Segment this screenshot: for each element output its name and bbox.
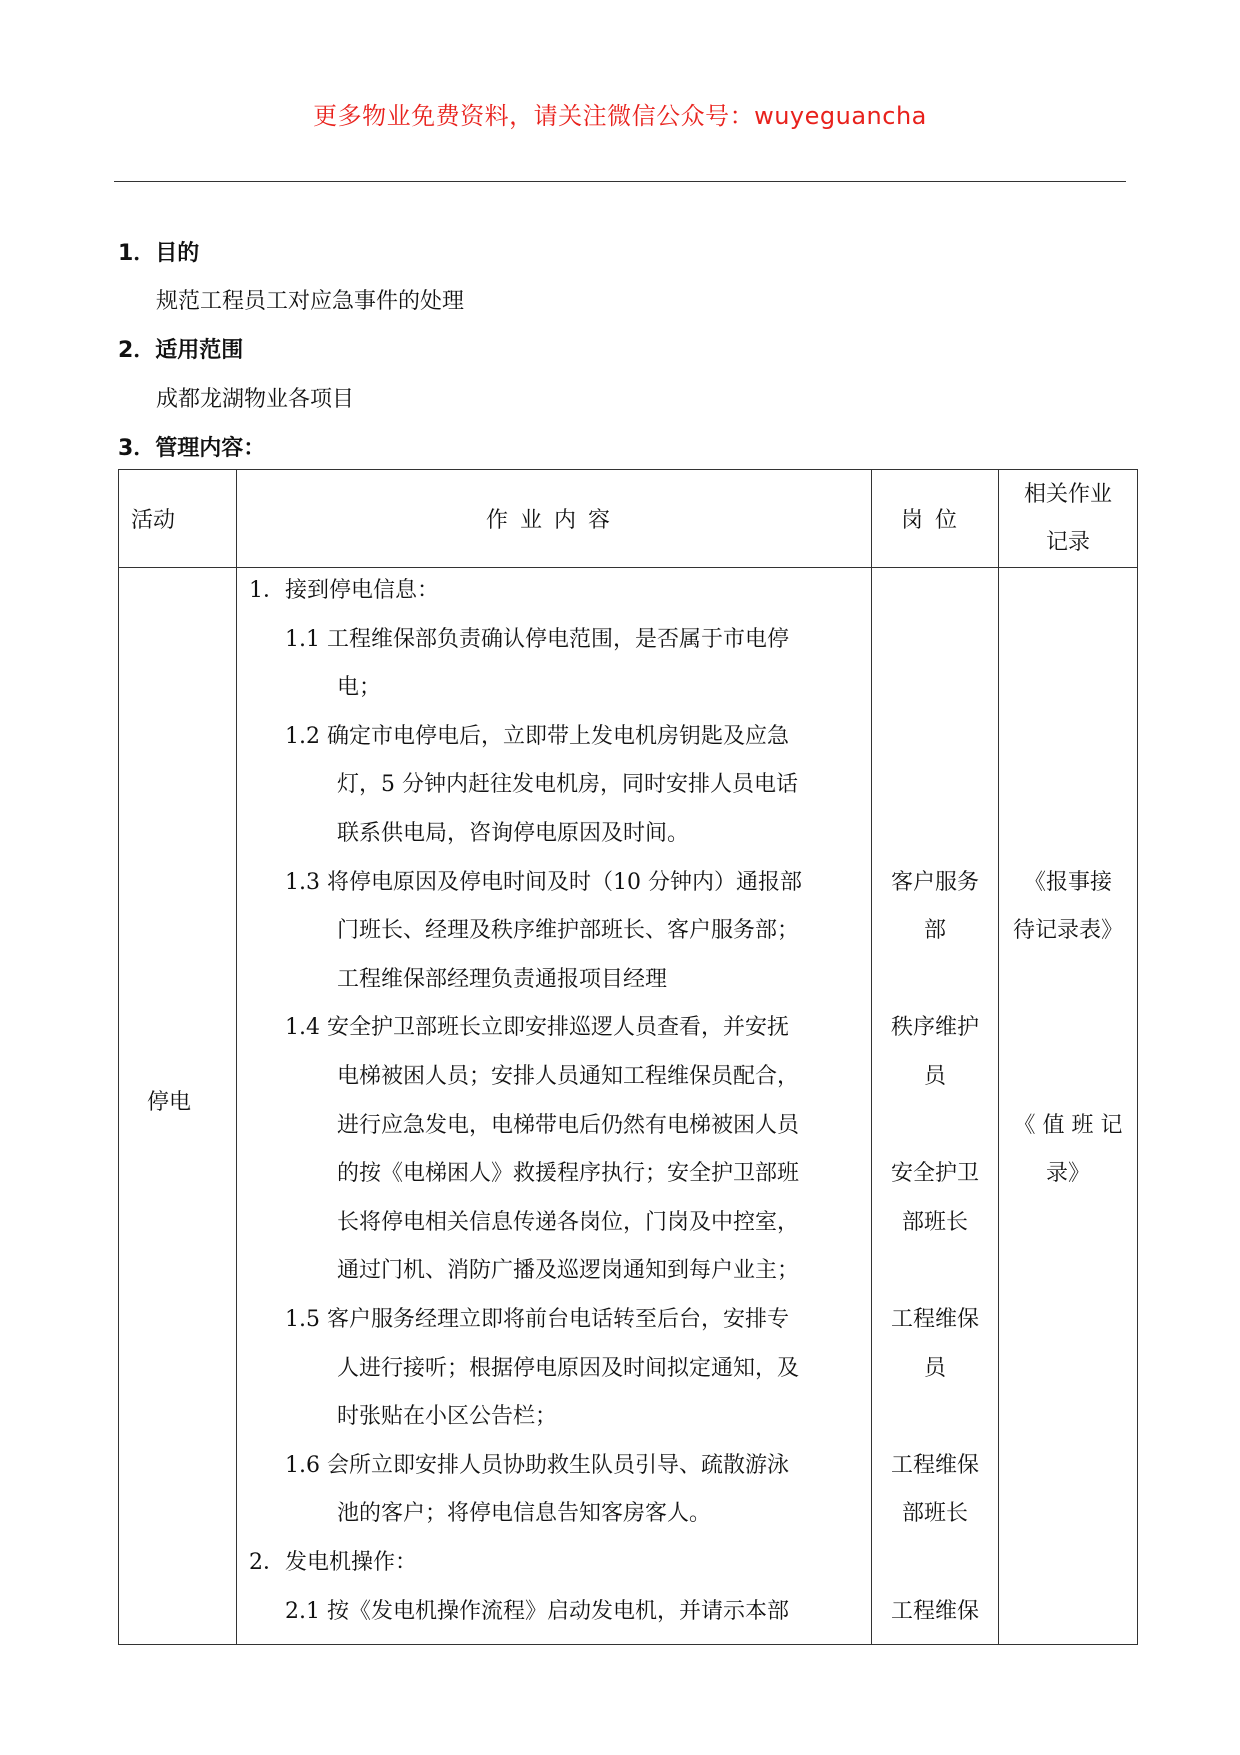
post-line: 工程维保 [890, 1452, 979, 1478]
header-record-line2: 记录 [1045, 529, 1090, 555]
content-line: 2.1 按《发电机操作流程》启动发电机，并请示本部 [285, 1598, 789, 1624]
content-cell [237, 568, 872, 1645]
post-line: 客户服务 [890, 869, 979, 895]
post-line: 安全护卫 [890, 1161, 979, 1187]
post-line: 员 [923, 1355, 946, 1381]
content-line: 时张贴在小区公告栏； [337, 1404, 558, 1430]
promo-banner: 更多物业免费资料，请关注微信公众号：wuyeguancha [313, 102, 927, 130]
content-line: 1．接到停电信息： [249, 578, 439, 603]
content-line: 灯，5 分钟内赶往发电机房，同时安排人员电话 [337, 772, 798, 798]
header-content: 作业内容 [237, 470, 872, 568]
activity-label: 停电 [147, 1090, 192, 1115]
content-line: 1.6 会所立即安排人员协助救生队员引导、疏散游泳 [285, 1452, 789, 1478]
scope-heading: 2．适用范围 [118, 338, 244, 363]
record-line: 《报事接 [1023, 869, 1112, 895]
content-line: 1.1 工程维保部负责确认停电范围，是否属于市电停 [285, 626, 789, 652]
record-line: 待记录表》 [1012, 918, 1123, 944]
table-header-row [119, 470, 1138, 568]
record-cell [999, 568, 1138, 1645]
management-heading: 3．管理内容： [118, 436, 266, 461]
content-line: 长将停电相关信息传递各岗位，门岗及中控室， [337, 1209, 800, 1235]
scope-text: 成都龙湖物业各项目 [156, 387, 355, 412]
post-line: 工程维保 [890, 1307, 979, 1332]
content-line: 1.4 安全护卫部班长立即安排巡逻人员查看，并安抚 [285, 1015, 789, 1041]
post-line: 秩序维护 [890, 1015, 979, 1041]
content-line: 1.5 客户服务经理立即将前台电话转至后台，安排专 [285, 1307, 789, 1332]
content-line: 的按《电梯困人》救援程序执行；安全护卫部班 [337, 1161, 800, 1187]
content-line: 池的客户；将停电信息告知客房客人。 [337, 1501, 712, 1527]
header-record-line1: 相关作业 [1023, 481, 1112, 507]
header-divider [114, 181, 1126, 182]
content-line: 电； [337, 675, 382, 701]
content-line: 2．发电机操作： [249, 1550, 417, 1575]
post-line: 员 [923, 1064, 946, 1089]
header-activity: 活动 [119, 470, 237, 568]
content-line: 1.3 将停电原因及停电时间及时（10 分钟内）通报部 [285, 869, 802, 895]
post-cell [872, 568, 999, 1645]
header-post: 岗位 [872, 470, 999, 568]
content-line: 进行应急发电，电梯带电后仍然有电梯被困人员 [337, 1112, 800, 1138]
post-line: 部班长 [901, 1209, 968, 1235]
post-line: 部班长 [901, 1501, 968, 1527]
header-record [999, 470, 1138, 568]
content-line: 1.2 确定市电停电后，立即带上发电机房钥匙及应急 [285, 723, 789, 749]
table-row [119, 568, 1138, 1645]
content-line: 电梯被困人员；安排人员通知工程维保员配合， [337, 1064, 800, 1089]
post-line: 部 [923, 918, 946, 944]
purpose-heading: 1．目的 [118, 241, 200, 266]
record-line: 录》 [1045, 1161, 1090, 1187]
content-line: 门班长、经理及秩序维护部班长、客户服务部； [337, 918, 800, 944]
record-line: 《 值 班 记 [1013, 1112, 1123, 1138]
content-line: 工程维保部经理负责通报项目经理 [337, 966, 668, 992]
procedure-table [118, 469, 1138, 1645]
purpose-text: 规范工程员工对应急事件的处理 [156, 289, 465, 314]
content-line: 通过门机、消防广播及巡逻岗通知到每户业主； [337, 1258, 800, 1284]
activity-cell [119, 568, 237, 1645]
post-line: 工程维保 [890, 1598, 979, 1624]
content-line: 联系供电局，咨询停电原因及时间。 [337, 821, 690, 846]
content-line: 人进行接听；根据停电原因及时间拟定通知，及 [337, 1355, 800, 1381]
